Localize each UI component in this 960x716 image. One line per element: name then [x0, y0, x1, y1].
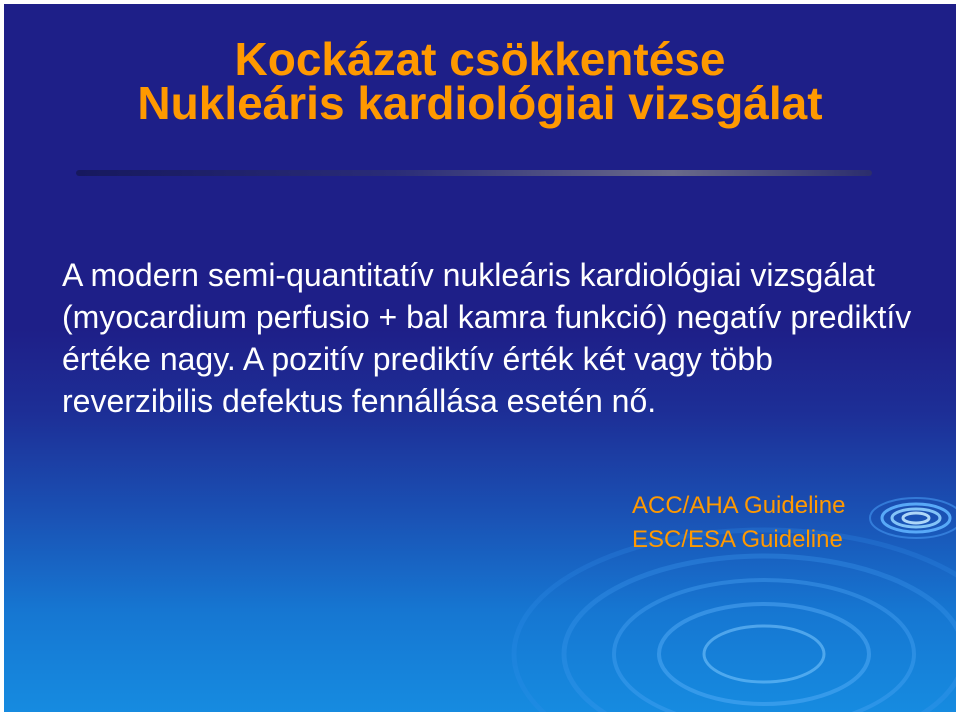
slide-body-text: A modern semi-quantitatív nukleáris kardiológiai vizsgálat (myocardium perfusio + bal kamra funkció) negatív prediktív értéke nagy. A pozitív prediktív érték két vagy több reverzibilis defektus fennállása esetén nő.	[62, 257, 912, 419]
reference-acc-aha: ACC/AHA Guideline	[632, 492, 846, 519]
slide-title-line-2: Nukleáris kardiológiai vizsgálat	[137, 77, 823, 129]
title-divider	[76, 170, 872, 176]
slide-title-line-1: Kockázat csökkentése	[234, 33, 726, 85]
reference-esc-esa: ESC/ESA Guideline	[632, 526, 843, 553]
presentation-slide	[4, 4, 956, 712]
